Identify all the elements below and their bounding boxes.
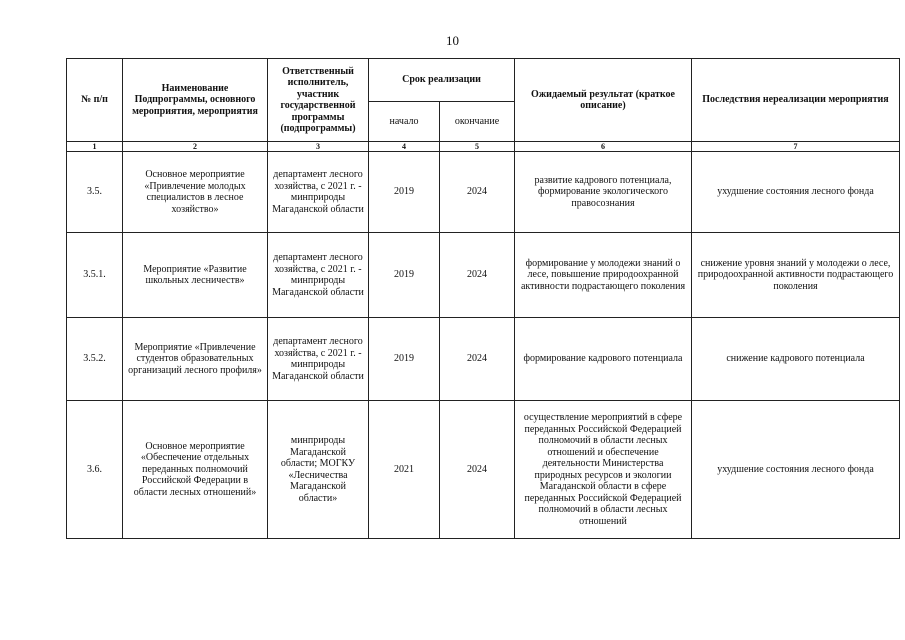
row-executor: департамент лесного хозяйства, с 2021 г. - минприроды Магаданской области (268, 233, 369, 318)
header-num: № п/п (67, 59, 123, 142)
row-consequences: ухудшение состояния лесного фонда (692, 401, 900, 539)
row-consequences: снижение уровня знаний у молодежи о лесе, природоохранной активности подрастающего поколения (692, 233, 900, 318)
header-name: Наименование Подпрограммы, основного мероприятия, мероприятия (123, 59, 268, 142)
table-row (67, 233, 900, 318)
row-end-year: 2024 (440, 233, 515, 318)
row-number: 3.5.2. (67, 318, 123, 401)
row-start-year: 2021 (369, 401, 440, 539)
row-result: развитие кадрового потенциала, формирование экологического правосознания (515, 152, 692, 233)
column-number: 2 (123, 142, 268, 152)
header-period: Срок реализации (369, 59, 515, 102)
table-row (67, 152, 900, 233)
row-result: формирование кадрового потенциала (515, 318, 692, 401)
row-executor: департамент лесного хозяйства, с 2021 г. - минприроды Магаданской области (268, 318, 369, 401)
row-name: Мероприятие «Развитие школьных лесничеств» (123, 233, 268, 318)
header-executor: Ответственный исполнитель, участник государственной программы (подпрограммы) (268, 59, 369, 142)
row-end-year: 2024 (440, 152, 515, 233)
column-numbers-row (67, 142, 900, 152)
row-start-year: 2019 (369, 318, 440, 401)
column-number: 4 (369, 142, 440, 152)
row-start-year: 2019 (369, 233, 440, 318)
header-result: Ожидаемый результат (краткое описание) (515, 59, 692, 142)
row-result: формирование у молодежи знаний о лесе, повышение природоохранной активности подрастающего поколения (515, 233, 692, 318)
header-row (67, 59, 900, 102)
row-end-year: 2024 (440, 401, 515, 539)
row-number: 3.5.1. (67, 233, 123, 318)
column-number: 1 (67, 142, 123, 152)
row-end-year: 2024 (440, 318, 515, 401)
row-result: осуществление мероприятий в сфере переданных Российской Федерацией полномочий в области лесных отношений и обеспечение деятельности Министерства природных ресурсов и экологии Магаданской области в сфере переданных Российской Федерацией полномочий в области лесных отношений (515, 401, 692, 539)
column-number: 5 (440, 142, 515, 152)
row-consequences: ухудшение состояния лесного фонда (692, 152, 900, 233)
column-number: 6 (515, 142, 692, 152)
header-start: начало (369, 102, 440, 142)
page-number: 10 (446, 33, 459, 48)
column-number: 3 (268, 142, 369, 152)
row-executor: департамент лесного хозяйства, с 2021 г. - минприроды Магаданской области (268, 152, 369, 233)
row-name: Основное мероприятие «Обеспечение отдельных переданных полномочий Российской Федерации в области лесных отношений» (123, 401, 268, 539)
column-number: 7 (692, 142, 900, 152)
row-name: Основное мероприятие «Привлечение молодых специалистов в лесное хозяйство» (123, 152, 268, 233)
table-row (67, 318, 900, 401)
header-end: окончание (440, 102, 515, 142)
row-name: Мероприятие «Привлечение студентов образовательных организаций лесного профиля» (123, 318, 268, 401)
row-executor: минприроды Магаданской области; МОГКУ «Лесничества Магаданской области» (268, 401, 369, 539)
row-number: 3.6. (67, 401, 123, 539)
row-consequences: снижение кадрового потенциала (692, 318, 900, 401)
header-consequences: Последствия нереализации мероприятия (692, 59, 900, 142)
row-number: 3.5. (67, 152, 123, 233)
table-row (67, 401, 900, 539)
row-start-year: 2019 (369, 152, 440, 233)
program-measures-table (66, 58, 900, 539)
